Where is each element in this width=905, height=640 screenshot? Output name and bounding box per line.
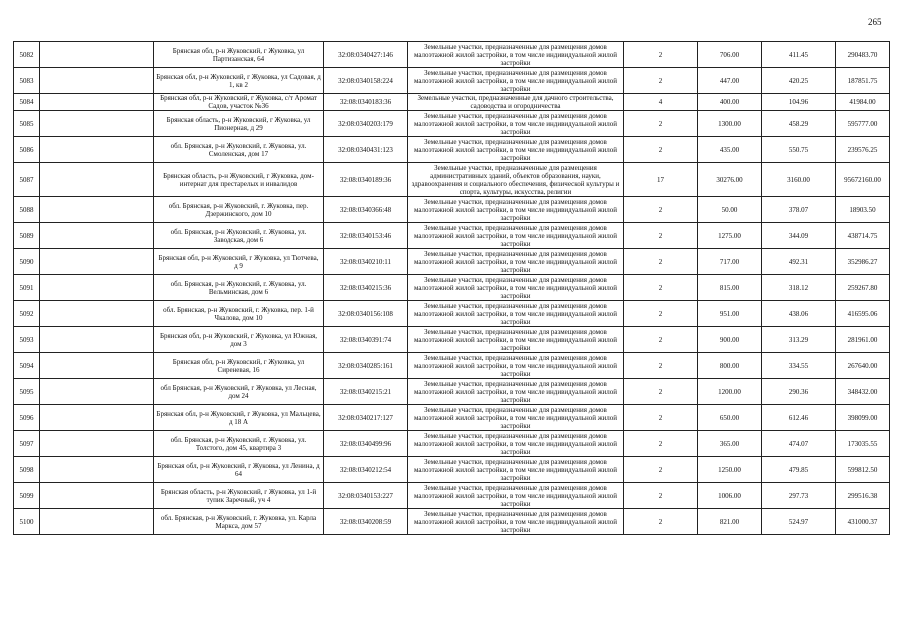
blank-cell — [40, 457, 154, 483]
table-row — [14, 509, 890, 535]
table-body — [14, 42, 890, 535]
table-row — [14, 137, 890, 163]
blank-cell — [40, 68, 154, 94]
land-use-cell: Земельные участки, предназначенные для размещения домов малоэтажной жилой застройки, в том числе индивидуальной жилой застройки — [408, 42, 624, 68]
group-cell: 2 — [624, 137, 698, 163]
cadastral-value-cell: 267640.00 — [836, 353, 890, 379]
land-use-cell: Земельные участки, предназначенные для размещения домов малоэтажной жилой застройки, в том числе индивидуальной жилой застройки — [408, 327, 624, 353]
blank-cell — [40, 223, 154, 249]
cadastral-number-cell: 32:08:0340203:179 — [324, 111, 408, 137]
table-row — [14, 353, 890, 379]
specific-value-cell: 344.09 — [762, 223, 836, 249]
row-number: 5093 — [14, 327, 40, 353]
area-cell: 951.00 — [698, 301, 762, 327]
address-cell: Брянская область, р-н Жуковский, г Жуковка, ул Пионерная, д 29 — [154, 111, 324, 137]
specific-value-cell: 438.06 — [762, 301, 836, 327]
blank-cell — [40, 353, 154, 379]
land-use-cell: Земельные участки, предназначенные для размещения домов малоэтажной жилой застройки, в том числе индивидуальной жилой застройки — [408, 137, 624, 163]
group-cell: 2 — [624, 68, 698, 94]
cadastral-value-cell: 299516.38 — [836, 483, 890, 509]
specific-value-cell: 378.07 — [762, 197, 836, 223]
land-use-cell: Земельные участки, предназначенные для размещения домов малоэтажной жилой застройки, в том числе индивидуальной жилой застройки — [408, 431, 624, 457]
address-cell: обл Брянская, р-н Жуковский, г Жуковка, ул Лесная, дом 24 — [154, 379, 324, 405]
address-cell: Брянская обл, р-н Жуковский, г Жуковка, с/т Аромат Садов, участок №36 — [154, 94, 324, 111]
area-cell: 1250.00 — [698, 457, 762, 483]
land-use-cell: Земельные участки, предназначенные для размещения домов малоэтажной жилой застройки, в том числе индивидуальной жилой застройки — [408, 405, 624, 431]
land-use-cell: Земельные участки, предназначенные для размещения домов малоэтажной жилой застройки, в том числе индивидуальной жилой застройки — [408, 379, 624, 405]
cadastral-value-cell: 173035.55 — [836, 431, 890, 457]
row-number: 5087 — [14, 163, 40, 197]
area-cell: 717.00 — [698, 249, 762, 275]
blank-cell — [40, 301, 154, 327]
blank-cell — [40, 249, 154, 275]
specific-value-cell: 334.55 — [762, 353, 836, 379]
blank-cell — [40, 163, 154, 197]
row-number: 5091 — [14, 275, 40, 301]
specific-value-cell: 297.73 — [762, 483, 836, 509]
cadastral-number-cell: 32:08:0340153:227 — [324, 483, 408, 509]
cadastral-number-cell: 32:08:0340153:46 — [324, 223, 408, 249]
address-cell: Брянская обл, р-н Жуковский, г Жуковка, ул Тютчева, д 9 — [154, 249, 324, 275]
area-cell: 650.00 — [698, 405, 762, 431]
row-number: 5085 — [14, 111, 40, 137]
specific-value-cell: 104.96 — [762, 94, 836, 111]
area-cell: 815.00 — [698, 275, 762, 301]
table-row — [14, 223, 890, 249]
group-cell: 2 — [624, 197, 698, 223]
address-cell: обл. Брянская, р-н Жуковский, г. Жуковка, ул. Вельминская, дом 6 — [154, 275, 324, 301]
cadastral-value-cell: 595777.00 — [836, 111, 890, 137]
address-cell: обл. Брянская, р-н Жуковский, г. Жуковка, ул. Заводская, дом 6 — [154, 223, 324, 249]
table-row — [14, 483, 890, 509]
table-row — [14, 94, 890, 111]
specific-value-cell: 479.85 — [762, 457, 836, 483]
group-cell: 4 — [624, 94, 698, 111]
land-use-cell: Земельные участки, предназначенные для размещения домов малоэтажной жилой застройки, в том числе индивидуальной жилой застройки — [408, 275, 624, 301]
row-number: 5090 — [14, 249, 40, 275]
blank-cell — [40, 327, 154, 353]
group-cell: 2 — [624, 431, 698, 457]
cadastral-number-cell: 32:08:0340156:108 — [324, 301, 408, 327]
address-cell: Брянская обл, р-н Жуковский, г Жуковка, ул Южная, дом 3 — [154, 327, 324, 353]
address-cell: Брянская обл, р-н Жуковский, г Жуковка, ул Партизанская, 64 — [154, 42, 324, 68]
table-row — [14, 301, 890, 327]
row-number: 5099 — [14, 483, 40, 509]
row-number: 5098 — [14, 457, 40, 483]
cadastral-value-cell: 352986.27 — [836, 249, 890, 275]
blank-cell — [40, 379, 154, 405]
area-cell: 50.00 — [698, 197, 762, 223]
specific-value-cell: 474.07 — [762, 431, 836, 457]
table-row — [14, 249, 890, 275]
page-number: 265 — [868, 17, 882, 27]
row-number: 5095 — [14, 379, 40, 405]
group-cell: 2 — [624, 275, 698, 301]
blank-cell — [40, 509, 154, 535]
cadastral-number-cell: 32:08:0340208:59 — [324, 509, 408, 535]
cadastral-value-cell: 95672160.00 — [836, 163, 890, 197]
blank-cell — [40, 197, 154, 223]
cadastral-value-cell: 281961.00 — [836, 327, 890, 353]
specific-value-cell: 3160.00 — [762, 163, 836, 197]
area-cell: 821.00 — [698, 509, 762, 535]
row-number: 5088 — [14, 197, 40, 223]
cadastral-number-cell: 32:08:0340427:146 — [324, 42, 408, 68]
row-number: 5100 — [14, 509, 40, 535]
cadastral-number-cell: 32:08:0340212:54 — [324, 457, 408, 483]
group-cell: 2 — [624, 42, 698, 68]
group-cell: 2 — [624, 111, 698, 137]
cadastral-number-cell: 32:08:0340217:127 — [324, 405, 408, 431]
cadastral-value-cell: 290483.70 — [836, 42, 890, 68]
row-number: 5086 — [14, 137, 40, 163]
cadastral-value-cell: 259267.80 — [836, 275, 890, 301]
group-cell: 2 — [624, 353, 698, 379]
address-cell: Брянская область, р-н Жуковский, г Жуковка, дом-интернат для престарелых и инвалидов — [154, 163, 324, 197]
group-cell: 2 — [624, 405, 698, 431]
group-cell: 2 — [624, 223, 698, 249]
cadastral-number-cell: 32:08:0340189:36 — [324, 163, 408, 197]
specific-value-cell: 458.29 — [762, 111, 836, 137]
table-row — [14, 197, 890, 223]
area-cell: 1275.00 — [698, 223, 762, 249]
cadastral-number-cell: 32:08:0340431:123 — [324, 137, 408, 163]
table-row — [14, 431, 890, 457]
cadastral-value-cell: 438714.75 — [836, 223, 890, 249]
table-row — [14, 111, 890, 137]
area-cell: 1300.00 — [698, 111, 762, 137]
specific-value-cell: 318.12 — [762, 275, 836, 301]
cadastral-number-cell: 32:08:0340499:96 — [324, 431, 408, 457]
row-number: 5097 — [14, 431, 40, 457]
blank-cell — [40, 483, 154, 509]
cadastral-value-cell: 398099.00 — [836, 405, 890, 431]
blank-cell — [40, 137, 154, 163]
land-use-cell: Земельные участки, предназначенные для размещения домов малоэтажной жилой застройки, в том числе индивидуальной жилой застройки — [408, 249, 624, 275]
land-use-cell: Земельные участки, предназначенные для размещения домов малоэтажной жилой застройки, в том числе индивидуальной жилой застройки — [408, 197, 624, 223]
specific-value-cell: 550.75 — [762, 137, 836, 163]
group-cell: 2 — [624, 249, 698, 275]
table-row — [14, 163, 890, 197]
cadastral-number-cell: 32:08:0340215:21 — [324, 379, 408, 405]
specific-value-cell: 492.31 — [762, 249, 836, 275]
land-use-cell: Земельные участки, предназначенные для дачного строительства, садоводства и огородничества — [408, 94, 624, 111]
cadastral-value-cell: 416595.06 — [836, 301, 890, 327]
area-cell: 435.00 — [698, 137, 762, 163]
address-cell: Брянская обл, р-н Жуковский, г Жуковка, ул Мальцева, д 18 А — [154, 405, 324, 431]
land-use-cell: Земельные участки, предназначенные для размещения домов малоэтажной жилой застройки, в том числе индивидуальной жилой застройки — [408, 223, 624, 249]
table-row — [14, 42, 890, 68]
blank-cell — [40, 111, 154, 137]
table-row — [14, 275, 890, 301]
address-cell: обл. Брянская, р-н Жуковский, г. Жуковка, пер. 1-й Чкалова, дом 10 — [154, 301, 324, 327]
address-cell: Брянская обл, р-н Жуковский, г Жуковка, ул Садовая, д 1, кв 2 — [154, 68, 324, 94]
cadastral-number-cell: 32:08:0340215:36 — [324, 275, 408, 301]
cadastral-number-cell: 32:08:0340210:11 — [324, 249, 408, 275]
blank-cell — [40, 275, 154, 301]
address-cell: обл. Брянская, р-н Жуковский, г. Жуковка, ул. Карла Маркса, дом 57 — [154, 509, 324, 535]
cadastral-number-cell: 32:08:0340158:224 — [324, 68, 408, 94]
group-cell: 2 — [624, 327, 698, 353]
cadastral-value-cell: 599812.50 — [836, 457, 890, 483]
address-cell: Брянская область, р-н Жуковский, г Жуковка, ул 1-й тупик Заречный, уч 4 — [154, 483, 324, 509]
cadastral-value-cell: 239576.25 — [836, 137, 890, 163]
blank-cell — [40, 94, 154, 111]
table-row — [14, 379, 890, 405]
area-cell: 447.00 — [698, 68, 762, 94]
land-use-cell: Земельные участки, предназначенные для размещения административных зданий, объектов образования, науки, здравоохранения и социального обеспечения, физической культуры и спорта, культуры, искусства, религии — [408, 163, 624, 197]
blank-cell — [40, 431, 154, 457]
specific-value-cell: 420.25 — [762, 68, 836, 94]
specific-value-cell: 313.29 — [762, 327, 836, 353]
group-cell: 2 — [624, 509, 698, 535]
row-number: 5096 — [14, 405, 40, 431]
land-use-cell: Земельные участки, предназначенные для размещения домов малоэтажной жилой застройки, в том числе индивидуальной жилой застройки — [408, 457, 624, 483]
address-cell: обл. Брянская, р-н Жуковский, г. Жуковка, ул. Смоленская, дом 17 — [154, 137, 324, 163]
cadastral-value-cell: 187851.75 — [836, 68, 890, 94]
group-cell: 2 — [624, 301, 698, 327]
table-row — [14, 457, 890, 483]
group-cell: 2 — [624, 379, 698, 405]
group-cell: 17 — [624, 163, 698, 197]
cadastral-value-cell: 431000.37 — [836, 509, 890, 535]
row-number: 5094 — [14, 353, 40, 379]
area-cell: 1006.00 — [698, 483, 762, 509]
area-cell: 30276.00 — [698, 163, 762, 197]
row-number: 5082 — [14, 42, 40, 68]
area-cell: 1200.00 — [698, 379, 762, 405]
area-cell: 706.00 — [698, 42, 762, 68]
area-cell: 900.00 — [698, 327, 762, 353]
row-number: 5083 — [14, 68, 40, 94]
cadastral-number-cell: 32:08:0340366:48 — [324, 197, 408, 223]
row-number: 5084 — [14, 94, 40, 111]
address-cell: Брянская обл, р-н Жуковский, г Жуковка, ул Ленина, д 64 — [154, 457, 324, 483]
cadastral-value-cell: 348432.00 — [836, 379, 890, 405]
address-cell: обл. Брянская, р-н Жуковский, г. Жуковка, пер. Дзержинского, дом 10 — [154, 197, 324, 223]
specific-value-cell: 612.46 — [762, 405, 836, 431]
group-cell: 2 — [624, 457, 698, 483]
area-cell: 800.00 — [698, 353, 762, 379]
address-cell: обл. Брянская, р-н Жуковский, г. Жуковка, ул. Толстого, дом 45, квартира 3 — [154, 431, 324, 457]
land-use-cell: Земельные участки, предназначенные для размещения домов малоэтажной жилой застройки, в том числе индивидуальной жилой застройки — [408, 353, 624, 379]
table-row — [14, 68, 890, 94]
group-cell: 2 — [624, 483, 698, 509]
cadastral-value-cell: 18903.50 — [836, 197, 890, 223]
area-cell: 365.00 — [698, 431, 762, 457]
row-number: 5092 — [14, 301, 40, 327]
blank-cell — [40, 42, 154, 68]
land-use-cell: Земельные участки, предназначенные для размещения домов малоэтажной жилой застройки, в том числе индивидуальной жилой застройки — [408, 509, 624, 535]
specific-value-cell: 524.97 — [762, 509, 836, 535]
cadastral-number-cell: 32:08:0340391:74 — [324, 327, 408, 353]
cadastral-number-cell: 32:08:0340183:36 — [324, 94, 408, 111]
table-row — [14, 405, 890, 431]
cadastral-value-cell: 41984.00 — [836, 94, 890, 111]
blank-cell — [40, 405, 154, 431]
cadastral-number-cell: 32:08:0340285:161 — [324, 353, 408, 379]
land-use-cell: Земельные участки, предназначенные для размещения домов малоэтажной жилой застройки, в том числе индивидуальной жилой застройки — [408, 483, 624, 509]
area-cell: 400.00 — [698, 94, 762, 111]
specific-value-cell: 411.45 — [762, 42, 836, 68]
land-use-cell: Земельные участки, предназначенные для размещения домов малоэтажной жилой застройки, в том числе индивидуальной жилой застройки — [408, 68, 624, 94]
land-use-cell: Земельные участки, предназначенные для размещения домов малоэтажной жилой застройки, в том числе индивидуальной жилой застройки — [408, 301, 624, 327]
row-number: 5089 — [14, 223, 40, 249]
specific-value-cell: 290.36 — [762, 379, 836, 405]
address-cell: Брянская обл, р-н Жуковский, г Жуковка, ул Сиреневая, 16 — [154, 353, 324, 379]
table-row — [14, 327, 890, 353]
land-use-cell: Земельные участки, предназначенные для размещения домов малоэтажной жилой застройки, в том числе индивидуальной жилой застройки — [408, 111, 624, 137]
cadastral-value-table — [13, 41, 890, 535]
